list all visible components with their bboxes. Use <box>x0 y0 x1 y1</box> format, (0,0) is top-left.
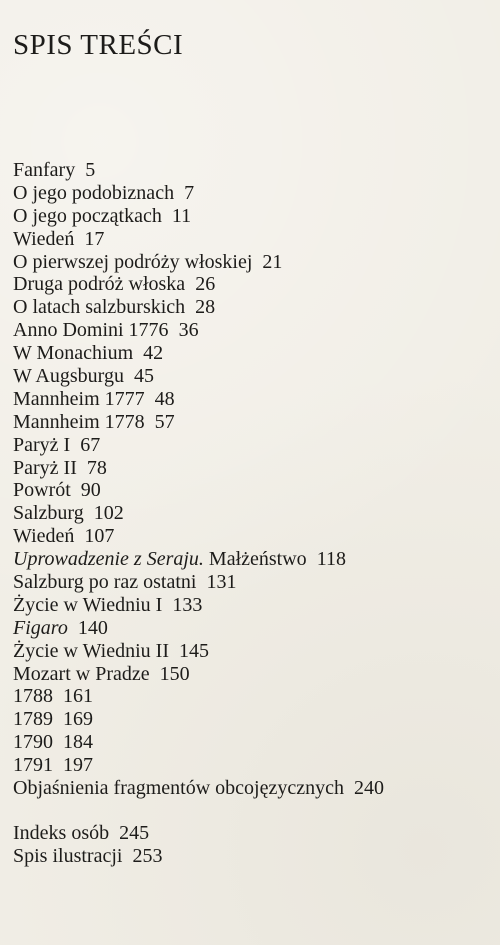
toc-entry-page: 150 <box>159 662 190 685</box>
toc-entry-page: 28 <box>195 296 216 319</box>
toc-entry-title: O latach salzburskich <box>13 296 186 319</box>
toc-entry-page: 57 <box>154 410 175 433</box>
toc-entry-page: 140 <box>77 616 108 639</box>
toc-entry-page: 169 <box>63 708 93 731</box>
toc-entry <box>13 251 384 274</box>
toc-entry-title: Życie w Wiedniu II <box>13 639 169 662</box>
toc-entry <box>13 296 384 319</box>
toc-entry <box>13 502 384 525</box>
toc-entry <box>13 548 384 571</box>
toc-entry-title: 1791 <box>13 754 53 777</box>
toc-entry-page: 161 <box>63 685 93 708</box>
toc-entry-page: 240 <box>353 777 384 800</box>
toc-entry-page: 21 <box>262 250 283 273</box>
toc-entry-title: Wiedeń <box>13 525 75 548</box>
toc-entry-title-italic: Uprowadzenie z Seraju. <box>13 548 204 571</box>
toc-entry <box>13 708 384 731</box>
toc-entry <box>13 388 384 411</box>
toc-entry <box>13 594 384 617</box>
toc-entry-title: Mannheim 1778 <box>13 410 145 433</box>
toc-entry-page: 245 <box>119 821 150 844</box>
toc-entry <box>13 685 384 708</box>
toc-entry-page: 197 <box>63 754 93 777</box>
toc-entry-title: Mannheim 1777 <box>13 387 145 410</box>
toc-entry-page: 133 <box>172 593 203 616</box>
toc-entry-page: 26 <box>195 273 216 296</box>
toc-entry-page: 48 <box>154 387 175 410</box>
toc-entry <box>13 822 384 845</box>
toc-entry-page: 145 <box>179 639 209 662</box>
toc-entry-title: 1790 <box>13 731 53 754</box>
toc-entry-title: Wiedeń <box>13 227 75 250</box>
toc-entry <box>13 754 384 777</box>
toc-entry <box>13 434 384 457</box>
toc-entry <box>13 571 384 594</box>
toc-entry-page: 36 <box>178 319 199 342</box>
toc-entry-title: Mozart w Pradze <box>13 662 150 685</box>
toc-entry <box>13 365 384 388</box>
toc-entry-title: O jego podobiznach <box>13 181 175 204</box>
toc-entry <box>13 228 384 251</box>
toc-entry-title: Spis ilustracji <box>13 844 123 867</box>
toc-entry <box>13 617 384 640</box>
toc-entry-title: W Augsburgu <box>13 365 124 388</box>
toc-entry-title: Fanfary <box>13 159 76 181</box>
toc-entry-page: 253 <box>132 844 163 867</box>
toc-entry <box>13 205 384 228</box>
toc-entry-page: 17 <box>84 227 105 250</box>
toc-entry-title: 1789 <box>13 708 53 731</box>
toc-entry <box>13 319 384 342</box>
toc-entry-page: 184 <box>63 731 93 754</box>
toc-entry <box>13 411 384 434</box>
toc-entry-title: Życie w Wiedniu I <box>13 593 163 616</box>
toc-entry-title: O pierwszej podróży włoskiej <box>13 250 253 273</box>
toc-entry <box>13 845 384 868</box>
toc-entry-title: W Monachium <box>13 342 134 365</box>
toc-entry <box>13 273 384 296</box>
toc-entry-page: 7 <box>184 181 195 204</box>
table-of-contents <box>13 159 384 868</box>
toc-entry <box>13 525 384 548</box>
toc-entry-title: 1788 <box>13 685 53 708</box>
toc-entry-title: Indeks osób <box>13 821 110 844</box>
toc-entry-page: 5 <box>85 159 96 181</box>
toc-entry-page: 118 <box>316 548 346 571</box>
toc-entry <box>13 457 384 480</box>
toc-entry-page: 11 <box>171 204 192 227</box>
toc-entry-title: Salzburg <box>13 502 84 525</box>
toc-entry <box>13 777 384 800</box>
toc-entry-title: Powrót <box>13 479 71 502</box>
toc-entry <box>13 640 384 663</box>
toc-entry-page: 45 <box>133 365 154 388</box>
toc-entry-title: Paryż II <box>13 456 77 479</box>
toc-entry-title: Objaśnienia fragmentów obcojęzycznych <box>13 777 344 800</box>
toc-entry <box>13 182 384 205</box>
toc-entry-page: 107 <box>84 525 115 548</box>
toc-entry-title: O jego początkach <box>13 204 162 227</box>
toc-entry-page: 78 <box>86 456 107 479</box>
toc-entry <box>13 663 384 686</box>
toc-entry-title-italic: Figaro <box>13 616 68 639</box>
toc-entry-page: 90 <box>80 479 101 502</box>
toc-entry-title: Salzburg po raz ostatni <box>13 571 197 594</box>
page-title: SPIS TREŚCI <box>13 29 184 62</box>
toc-entry-title: Druga podróż włoska <box>13 273 186 296</box>
toc-entry-title-rest: Małżeństwo <box>208 548 307 571</box>
toc-entry <box>13 342 384 365</box>
toc-entry <box>13 731 384 754</box>
toc-entry-title: Anno Domini 1776 <box>13 319 169 342</box>
toc-entry-page: 131 <box>206 571 237 594</box>
toc-entry-page: 42 <box>143 342 164 365</box>
toc-entry <box>13 479 384 502</box>
toc-entry-page: 67 <box>80 433 101 456</box>
toc-entry-page: 102 <box>93 502 124 525</box>
toc-entry <box>13 159 384 182</box>
toc-entry-title: Paryż I <box>13 433 71 456</box>
